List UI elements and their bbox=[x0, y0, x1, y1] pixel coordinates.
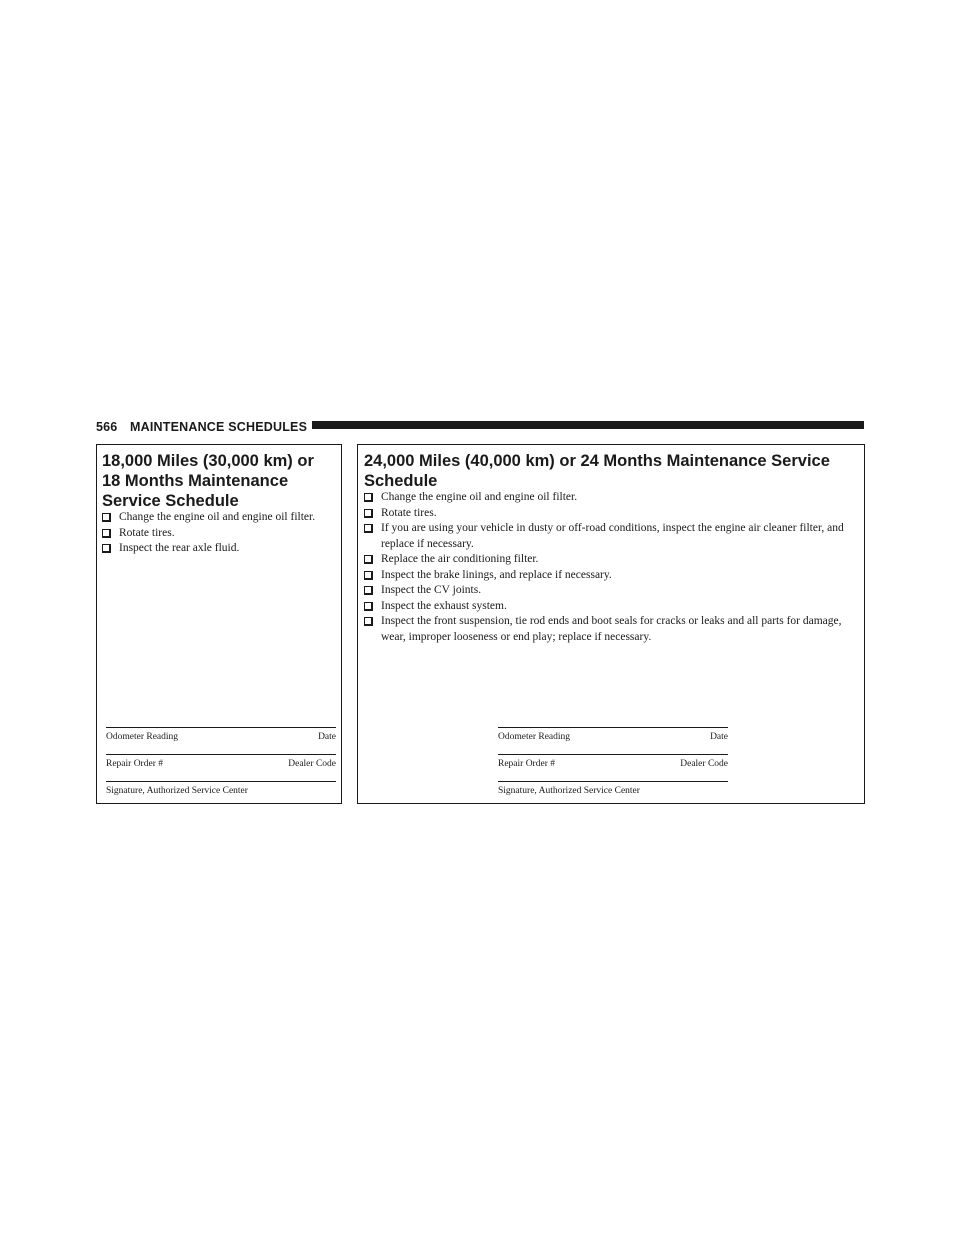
signature-rule bbox=[106, 781, 336, 782]
checkbox-icon[interactable] bbox=[364, 571, 373, 580]
task-item[interactable] bbox=[364, 521, 860, 552]
signature-rule bbox=[498, 727, 728, 728]
task-list bbox=[102, 510, 338, 557]
task-text: Inspect the brake linings, and replace if necessary. bbox=[381, 568, 612, 581]
task-item[interactable] bbox=[364, 568, 860, 584]
schedule-title: 18,000 Miles (30,000 km) or 18 Months Maintenance Service Schedule bbox=[102, 452, 314, 510]
signature-rule bbox=[106, 754, 336, 755]
odometer-date-field[interactable] bbox=[498, 727, 728, 754]
task-list bbox=[364, 490, 860, 645]
page-number: 566 bbox=[96, 420, 118, 434]
date-label: Date bbox=[710, 732, 728, 742]
checkbox-icon[interactable] bbox=[364, 586, 373, 595]
task-text: Inspect the exhaust system. bbox=[381, 599, 507, 612]
task-text: If you are using your vehicle in dusty or off-road conditions, inspect the engine air cleaner filter, and replace if necessary. bbox=[381, 522, 844, 550]
task-text: Inspect the front suspension, tie rod ends and boot seals for cracks or leaks and all parts for damage, wear, improper looseness or end play; replace if necessary. bbox=[381, 615, 842, 643]
checkbox-icon[interactable] bbox=[364, 617, 373, 626]
service-record-fields bbox=[498, 727, 728, 808]
repair-order-dealer-field[interactable] bbox=[106, 754, 336, 781]
schedule-title: 24,000 Miles (40,000 km) or 24 Months Maintenance Service Schedule bbox=[364, 452, 830, 490]
task-item[interactable] bbox=[102, 526, 338, 542]
task-text: Replace the air conditioning filter. bbox=[381, 553, 539, 565]
checkbox-icon[interactable] bbox=[102, 529, 111, 538]
task-item[interactable] bbox=[364, 583, 860, 599]
service-record-fields bbox=[106, 727, 336, 808]
task-item[interactable] bbox=[364, 552, 860, 568]
section-title: MAINTENANCE SCHEDULES bbox=[130, 420, 308, 434]
task-item[interactable] bbox=[102, 541, 338, 557]
task-text: Change the engine oil and engine oil filter. bbox=[119, 511, 316, 523]
checkbox-icon[interactable] bbox=[364, 493, 373, 502]
task-item[interactable] bbox=[364, 599, 860, 615]
dealer-code-label: Dealer Code bbox=[288, 759, 336, 769]
dealer-code-label: Dealer Code bbox=[680, 759, 728, 769]
checkbox-icon[interactable] bbox=[364, 602, 373, 611]
signature-rule bbox=[498, 781, 728, 782]
repair-order-label: Repair Order # bbox=[498, 759, 555, 769]
schedule-box-24000 bbox=[357, 444, 865, 804]
task-text: Rotate tires. bbox=[381, 506, 437, 519]
task-item[interactable] bbox=[102, 510, 338, 526]
odometer-date-field[interactable] bbox=[106, 727, 336, 754]
task-item[interactable] bbox=[364, 614, 860, 645]
task-text: Rotate tires. bbox=[119, 526, 175, 539]
signature-rule bbox=[106, 727, 336, 728]
checkbox-icon[interactable] bbox=[102, 544, 111, 553]
task-text: Inspect the CV joints. bbox=[381, 584, 482, 596]
signature-field[interactable] bbox=[498, 781, 728, 808]
signature-field[interactable] bbox=[106, 781, 336, 808]
signature-label: Signature, Authorized Service Center bbox=[106, 786, 248, 796]
task-item[interactable] bbox=[364, 490, 860, 506]
schedule-box-18000 bbox=[96, 444, 342, 804]
checkbox-icon[interactable] bbox=[364, 555, 373, 564]
repair-order-label: Repair Order # bbox=[106, 759, 163, 769]
checkbox-icon[interactable] bbox=[364, 524, 373, 533]
signature-label: Signature, Authorized Service Center bbox=[498, 786, 640, 796]
task-text: Inspect the rear axle fluid. bbox=[119, 542, 240, 554]
task-item[interactable] bbox=[364, 506, 860, 522]
odometer-label: Odometer Reading bbox=[106, 732, 179, 742]
checkbox-icon[interactable] bbox=[364, 509, 373, 518]
task-text: Change the engine oil and engine oil filter. bbox=[381, 491, 578, 503]
signature-rule bbox=[498, 754, 728, 755]
odometer-label: Odometer Reading bbox=[498, 732, 571, 742]
page-header bbox=[96, 418, 864, 436]
repair-order-dealer-field[interactable] bbox=[498, 754, 728, 781]
header-rule bbox=[312, 421, 864, 429]
date-label: Date bbox=[318, 732, 336, 742]
checkbox-icon[interactable] bbox=[102, 513, 111, 522]
